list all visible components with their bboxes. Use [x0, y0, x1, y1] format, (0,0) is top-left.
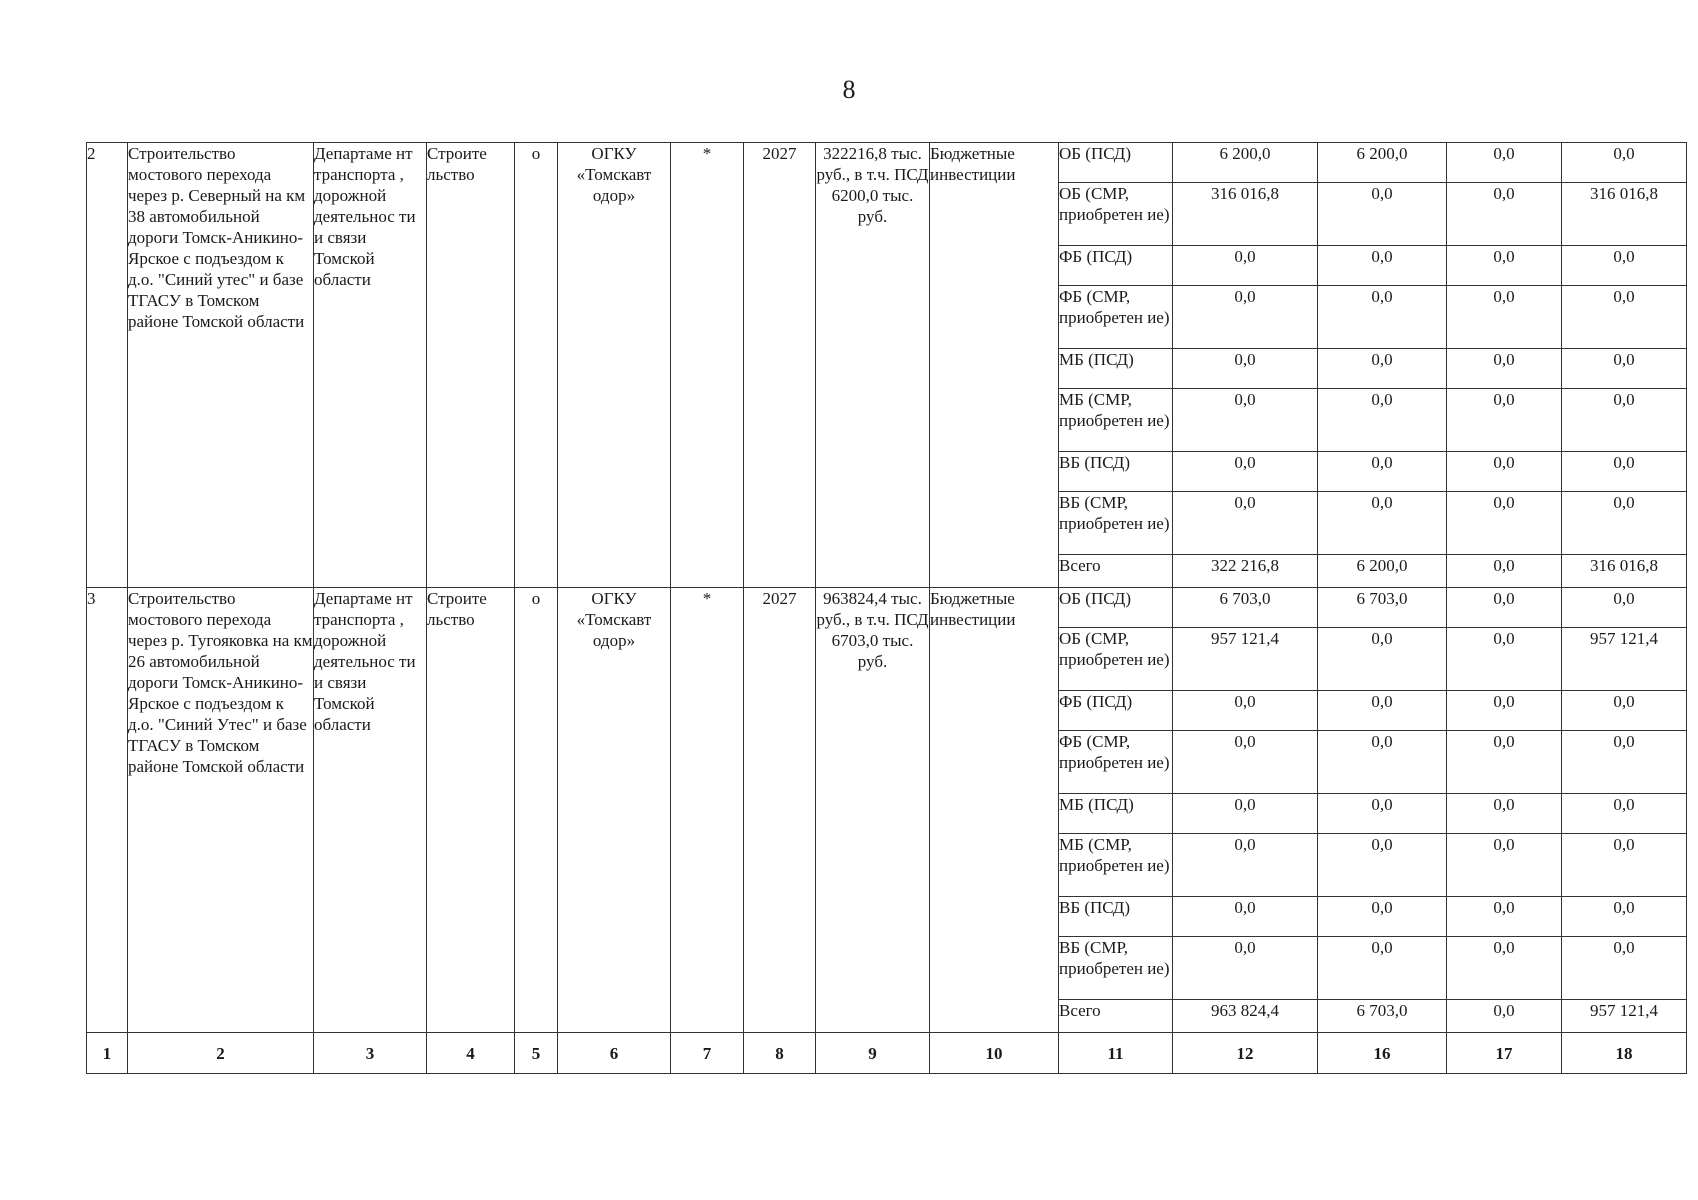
funding-amount: 0,0 — [1173, 691, 1318, 731]
funding-amount: 0,0 — [1562, 246, 1687, 286]
responsible-executor: Департаме нт транспорта , дорожной деятельнос ти и связи Томской области — [314, 143, 427, 588]
funding-source-label: Всего — [1059, 555, 1173, 588]
funding-amount: 0,0 — [1562, 794, 1687, 834]
customer: ОГКУ «Томскавт одор» — [558, 588, 671, 1033]
funding-amount: 0,0 — [1318, 389, 1447, 452]
funding-amount: 0,0 — [1173, 731, 1318, 794]
project-name: Строительство мостового перехода через р. Северный на км 38 автомобильной дороги Томск-Аникино-Ярское с подъездом к д.о. "Синий утес" и базе ТГАСУ в Томском районе Томской области — [128, 143, 314, 588]
column-number: 2 — [128, 1033, 314, 1074]
funding-amount: 0,0 — [1447, 691, 1562, 731]
column-number: 6 — [558, 1033, 671, 1074]
funding-source-label: ОБ (СМР, приобретен ие) — [1059, 183, 1173, 246]
funding-amount: 0,0 — [1318, 691, 1447, 731]
funding-amount: 0,0 — [1447, 143, 1562, 183]
column-5-value: о — [515, 588, 558, 1033]
completion-year: 2027 — [744, 588, 816, 1033]
funding-amount: 0,0 — [1562, 492, 1687, 555]
funding-amount: 0,0 — [1562, 389, 1687, 452]
project-name: Строительство мостового перехода через р. Тугояковка на км 26 автомобильной дороги Томск-Аникино-Ярское с подъездом к д.о. "Синий Утес" и базе ТГАСУ в Томском районе Томской области — [128, 588, 314, 1033]
completion-year: 2027 — [744, 143, 816, 588]
project-number: 3 — [87, 588, 128, 1033]
column-number: 3 — [314, 1033, 427, 1074]
column-number: 4 — [427, 1033, 515, 1074]
funding-amount: 316 016,8 — [1173, 183, 1318, 246]
funding-amount: 6 200,0 — [1318, 143, 1447, 183]
investment-form: Бюджетные инвестиции — [930, 588, 1059, 1033]
responsible-executor: Департаме нт транспорта , дорожной деятельнос ти и связи Томской области — [314, 588, 427, 1033]
funding-amount: 0,0 — [1562, 588, 1687, 628]
funding-amount: 6 703,0 — [1173, 588, 1318, 628]
page-number: 8 — [842, 75, 856, 104]
funding-amount: 0,0 — [1447, 555, 1562, 588]
funding-amount: 0,0 — [1562, 731, 1687, 794]
funding-amount: 0,0 — [1447, 286, 1562, 349]
funding-amount: 957 121,4 — [1173, 628, 1318, 691]
funding-amount: 0,0 — [1173, 246, 1318, 286]
funding-amount: 0,0 — [1562, 452, 1687, 492]
funding-amount: 0,0 — [1318, 183, 1447, 246]
project-row — [87, 143, 1687, 183]
estimated-cost: 322216,8 тыс. руб., в т.ч. ПСД 6200,0 тыс. руб. — [816, 143, 930, 588]
column-number: 10 — [930, 1033, 1059, 1074]
column-number: 8 — [744, 1033, 816, 1074]
funding-amount: 0,0 — [1447, 937, 1562, 1000]
funding-source-label: МБ (ПСД) — [1059, 349, 1173, 389]
funding-amount: 0,0 — [1447, 452, 1562, 492]
funding-source-label: Всего — [1059, 1000, 1173, 1033]
funding-amount: 0,0 — [1318, 834, 1447, 897]
funding-source-label: МБ (СМР, приобретен ие) — [1059, 834, 1173, 897]
funding-amount: 0,0 — [1562, 286, 1687, 349]
funding-amount: 0,0 — [1447, 731, 1562, 794]
funding-amount: 0,0 — [1318, 492, 1447, 555]
funding-amount: 0,0 — [1447, 492, 1562, 555]
funding-amount: 316 016,8 — [1562, 555, 1687, 588]
funding-source-label: ВБ (ПСД) — [1059, 452, 1173, 492]
funding-source-label: ФБ (ПСД) — [1059, 246, 1173, 286]
funding-amount: 0,0 — [1318, 731, 1447, 794]
funding-source-label: МБ (СМР, приобретен ие) — [1059, 389, 1173, 452]
column-number: 11 — [1059, 1033, 1173, 1074]
funding-amount: 0,0 — [1562, 349, 1687, 389]
funding-source-label: ФБ (ПСД) — [1059, 691, 1173, 731]
funding-amount: 0,0 — [1318, 452, 1447, 492]
column-5-value: о — [515, 143, 558, 588]
funding-amount: 0,0 — [1318, 937, 1447, 1000]
column-number: 12 — [1173, 1033, 1318, 1074]
funding-amount: 0,0 — [1318, 286, 1447, 349]
funding-amount: 0,0 — [1173, 349, 1318, 389]
column-number: 7 — [671, 1033, 744, 1074]
funding-amount: 0,0 — [1447, 897, 1562, 937]
funding-amount: 0,0 — [1447, 834, 1562, 897]
funding-amount: 0,0 — [1173, 834, 1318, 897]
column-number-row — [87, 1033, 1687, 1074]
funding-source-label: ФБ (СМР, приобретен ие) — [1059, 286, 1173, 349]
funding-source-label: ОБ (СМР, приобретен ие) — [1059, 628, 1173, 691]
funding-amount: 0,0 — [1318, 628, 1447, 691]
funding-amount: 0,0 — [1173, 492, 1318, 555]
funding-amount: 0,0 — [1447, 183, 1562, 246]
funding-amount: 0,0 — [1173, 286, 1318, 349]
funding-amount: 0,0 — [1447, 1000, 1562, 1033]
column-number: 18 — [1562, 1033, 1687, 1074]
funding-amount: 0,0 — [1173, 389, 1318, 452]
funding-source-label: ОБ (ПСД) — [1059, 143, 1173, 183]
funding-amount: 0,0 — [1562, 143, 1687, 183]
funding-amount: 0,0 — [1318, 246, 1447, 286]
column-number: 9 — [816, 1033, 930, 1074]
funding-amount: 0,0 — [1562, 691, 1687, 731]
column-number: 1 — [87, 1033, 128, 1074]
estimated-cost: 963824,4 тыс. руб., в т.ч. ПСД 6703,0 тыс. руб. — [816, 588, 930, 1033]
funding-amount: 6 200,0 — [1318, 555, 1447, 588]
funding-amount: 6 703,0 — [1318, 1000, 1447, 1033]
funding-source-label: ВБ (ПСД) — [1059, 897, 1173, 937]
funding-source-label: ФБ (СМР, приобретен ие) — [1059, 731, 1173, 794]
work-type: Строите льство — [427, 143, 515, 588]
project-row — [87, 588, 1687, 628]
project-number: 2 — [87, 143, 128, 588]
funding-amount: 0,0 — [1173, 897, 1318, 937]
funding-amount: 6 703,0 — [1318, 588, 1447, 628]
funding-amount: 0,0 — [1447, 794, 1562, 834]
funding-amount: 0,0 — [1447, 628, 1562, 691]
funding-source-label: МБ (ПСД) — [1059, 794, 1173, 834]
funding-amount: 0,0 — [1318, 897, 1447, 937]
funding-amount: 0,0 — [1173, 937, 1318, 1000]
funding-amount: 0,0 — [1562, 834, 1687, 897]
column-7-value: * — [671, 588, 744, 1033]
column-number: 16 — [1318, 1033, 1447, 1074]
funding-amount: 0,0 — [1173, 452, 1318, 492]
funding-amount: 957 121,4 — [1562, 1000, 1687, 1033]
funding-amount: 0,0 — [1447, 349, 1562, 389]
funding-source-label: ВБ (СМР, приобретен ие) — [1059, 492, 1173, 555]
column-number: 17 — [1447, 1033, 1562, 1074]
funding-source-label: ОБ (ПСД) — [1059, 588, 1173, 628]
funding-amount: 957 121,4 — [1562, 628, 1687, 691]
funding-amount: 6 200,0 — [1173, 143, 1318, 183]
work-type: Строите льство — [427, 588, 515, 1033]
funding-amount: 0,0 — [1173, 794, 1318, 834]
column-number: 5 — [515, 1033, 558, 1074]
funding-amount: 316 016,8 — [1562, 183, 1687, 246]
funding-source-label: ВБ (СМР, приобретен ие) — [1059, 937, 1173, 1000]
funding-amount: 0,0 — [1318, 349, 1447, 389]
investment-form: Бюджетные инвестиции — [930, 143, 1059, 588]
funding-amount: 0,0 — [1318, 794, 1447, 834]
funding-amount: 0,0 — [1562, 897, 1687, 937]
customer: ОГКУ «Томскавт одор» — [558, 143, 671, 588]
column-7-value: * — [671, 143, 744, 588]
funding-amount: 0,0 — [1562, 937, 1687, 1000]
funding-amount: 322 216,8 — [1173, 555, 1318, 588]
investment-table — [86, 142, 1687, 1074]
table-body — [87, 143, 1687, 1074]
funding-amount: 963 824,4 — [1173, 1000, 1318, 1033]
funding-amount: 0,0 — [1447, 389, 1562, 452]
funding-amount: 0,0 — [1447, 588, 1562, 628]
funding-amount: 0,0 — [1447, 246, 1562, 286]
